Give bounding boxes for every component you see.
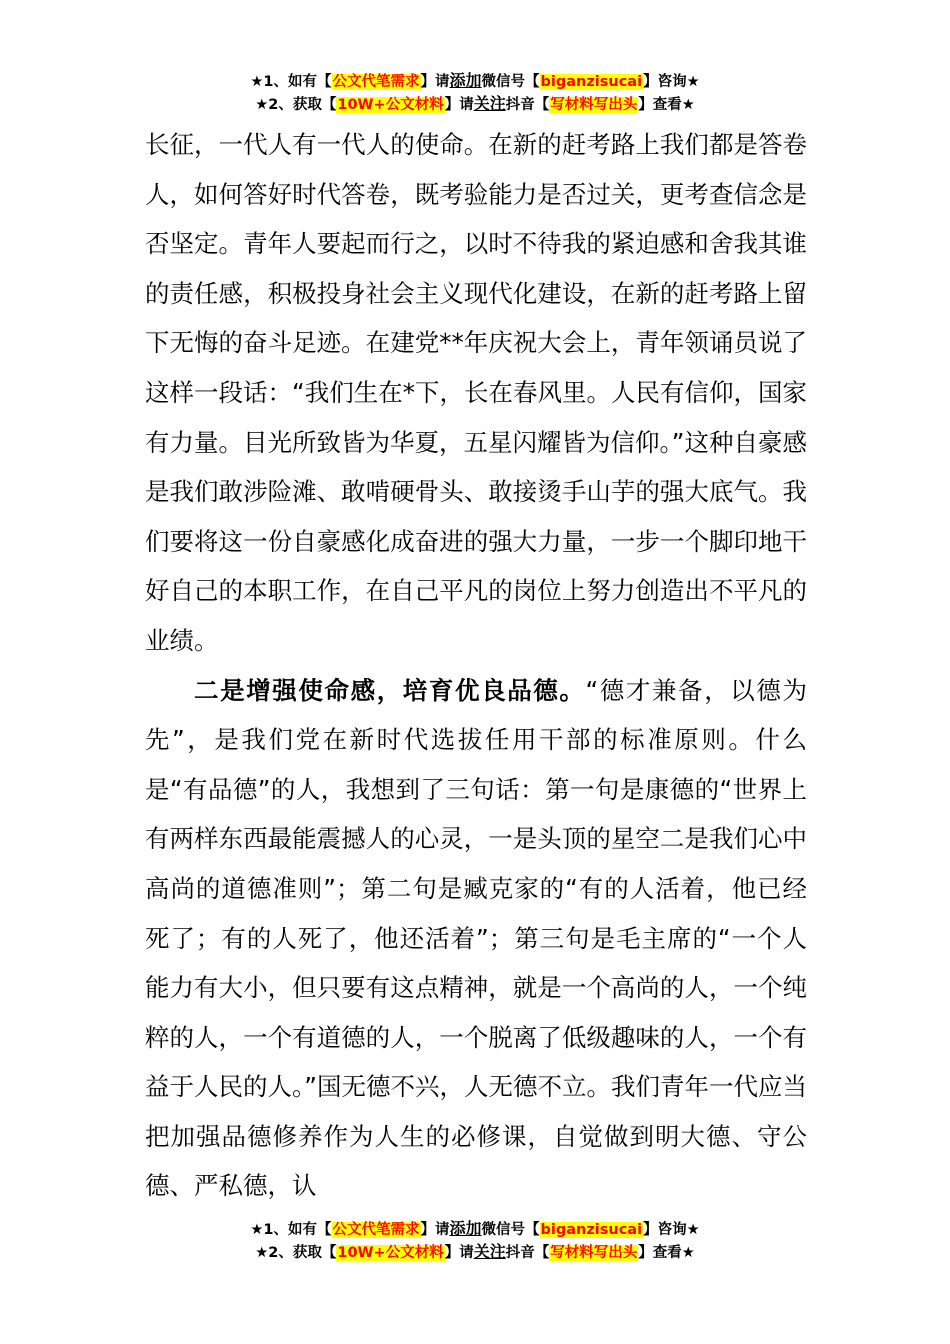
header-underlined-follow: 关注 xyxy=(473,94,506,113)
footer-highlight-douyin: 写材料写出头 xyxy=(550,1245,638,1261)
footer-highlight-materials: 10W+公文材料 xyxy=(337,1245,444,1261)
header-highlight-service: 公文代笔需求 xyxy=(332,74,420,90)
header-line-1-text-a: 】请 xyxy=(420,74,450,90)
document-body xyxy=(145,120,807,1211)
paragraph-1: 长征，一代人有一代人的使命。在新的赶考路上我们都是答卷人，如何答好时代答卷，既考验能力是否过关，更考查信念是否坚定。青年人要起而行之，以时不待我的紧迫感和舍我其谁的责任感，积极投身社会主义现代化建设，在新的赶考路上留下无悔的奋斗足迹。在建党**年庆祝大会上，青年领诵员说了这样一段话：“我们生在*下，长在春风里。人民有信仰，国家有力量。目光所致皆为华夏，五星闪耀皆为信仰。”这种自豪感是我们敢涉险滩、敢啃硬骨头、敢接烫手山芋的强大底气。我们要将这一份自豪感化成奋进的强大力量，一步一个脚印地干好自己的本职工作，在自己平凡的岗位上努力创造出不平凡的业绩。 xyxy=(145,130,807,655)
header-line-2-prefix: ★2、获取【 xyxy=(255,97,337,113)
footer-line-2-text-b: 抖音【 xyxy=(505,1245,550,1261)
footer-line-2 xyxy=(0,1241,950,1264)
header-line-2-suffix: 】查看★ xyxy=(638,97,695,113)
footer-line-1-text-a: 】请 xyxy=(420,1222,450,1238)
header-line-2-text-b: 抖音【 xyxy=(505,97,550,113)
footer-line-1-text-b: 微信号【 xyxy=(481,1222,540,1238)
footer-underlined-add: 添加 xyxy=(449,1219,482,1238)
footer-line-1 xyxy=(0,1218,950,1241)
footer-line-2-suffix: 】查看★ xyxy=(638,1245,695,1261)
header-banner xyxy=(0,70,950,116)
header-highlight-wechat-id: biganzisucai xyxy=(540,74,643,90)
footer-highlight-service: 公文代笔需求 xyxy=(332,1222,420,1238)
paragraph-2 xyxy=(145,666,807,1212)
header-highlight-materials: 10W+公文材料 xyxy=(337,97,444,113)
paragraph-2-heading: 二是增强使命感，培育优良品德。 xyxy=(194,675,586,705)
header-line-1 xyxy=(0,70,950,93)
footer-line-2-text-a: 】请 xyxy=(444,1245,474,1261)
header-line-2 xyxy=(0,93,950,116)
header-highlight-douyin: 写材料写出头 xyxy=(550,97,638,113)
header-line-1-prefix: ★1、如有【 xyxy=(250,74,332,90)
header-underlined-add: 添加 xyxy=(449,71,482,90)
footer-line-2-prefix: ★2、获取【 xyxy=(255,1245,337,1261)
footer-underlined-follow: 关注 xyxy=(473,1242,506,1261)
footer-banner xyxy=(0,1218,950,1264)
footer-line-1-prefix: ★1、如有【 xyxy=(250,1222,332,1238)
header-line-2-text-a: 】请 xyxy=(444,97,474,113)
footer-line-1-suffix: 】咨询★ xyxy=(643,1222,700,1238)
header-line-1-text-b: 微信号【 xyxy=(481,74,540,90)
paragraph-2-text: “德才兼备，以德为先”，是我们党在新时代选拔任用干部的标准原则。什么是“有品德”的人，我想到了三句话：第一句是康德的“世界上有两样东西最能震撼人的心灵，一是头顶的星空二是我们心中高尚的道德准则”；第二句是臧克家的“有的人活着，他已经死了；有的人死了，他还活着”；第三句是毛主席的“一个人能力有大小，但只要有这点精神，就是一个高尚的人，一个纯粹的人，一个有道德的人，一个脱离了低级趣味的人，一个有益于人民的人。”国无德不兴，人无德不立。我们青年一代应当把加强品德修养作为人生的必修课，自觉做到明大德、守公德、严私德，认 xyxy=(145,675,807,1201)
header-line-1-suffix: 】咨询★ xyxy=(643,74,700,90)
footer-highlight-wechat-id: biganzisucai xyxy=(540,1222,643,1238)
